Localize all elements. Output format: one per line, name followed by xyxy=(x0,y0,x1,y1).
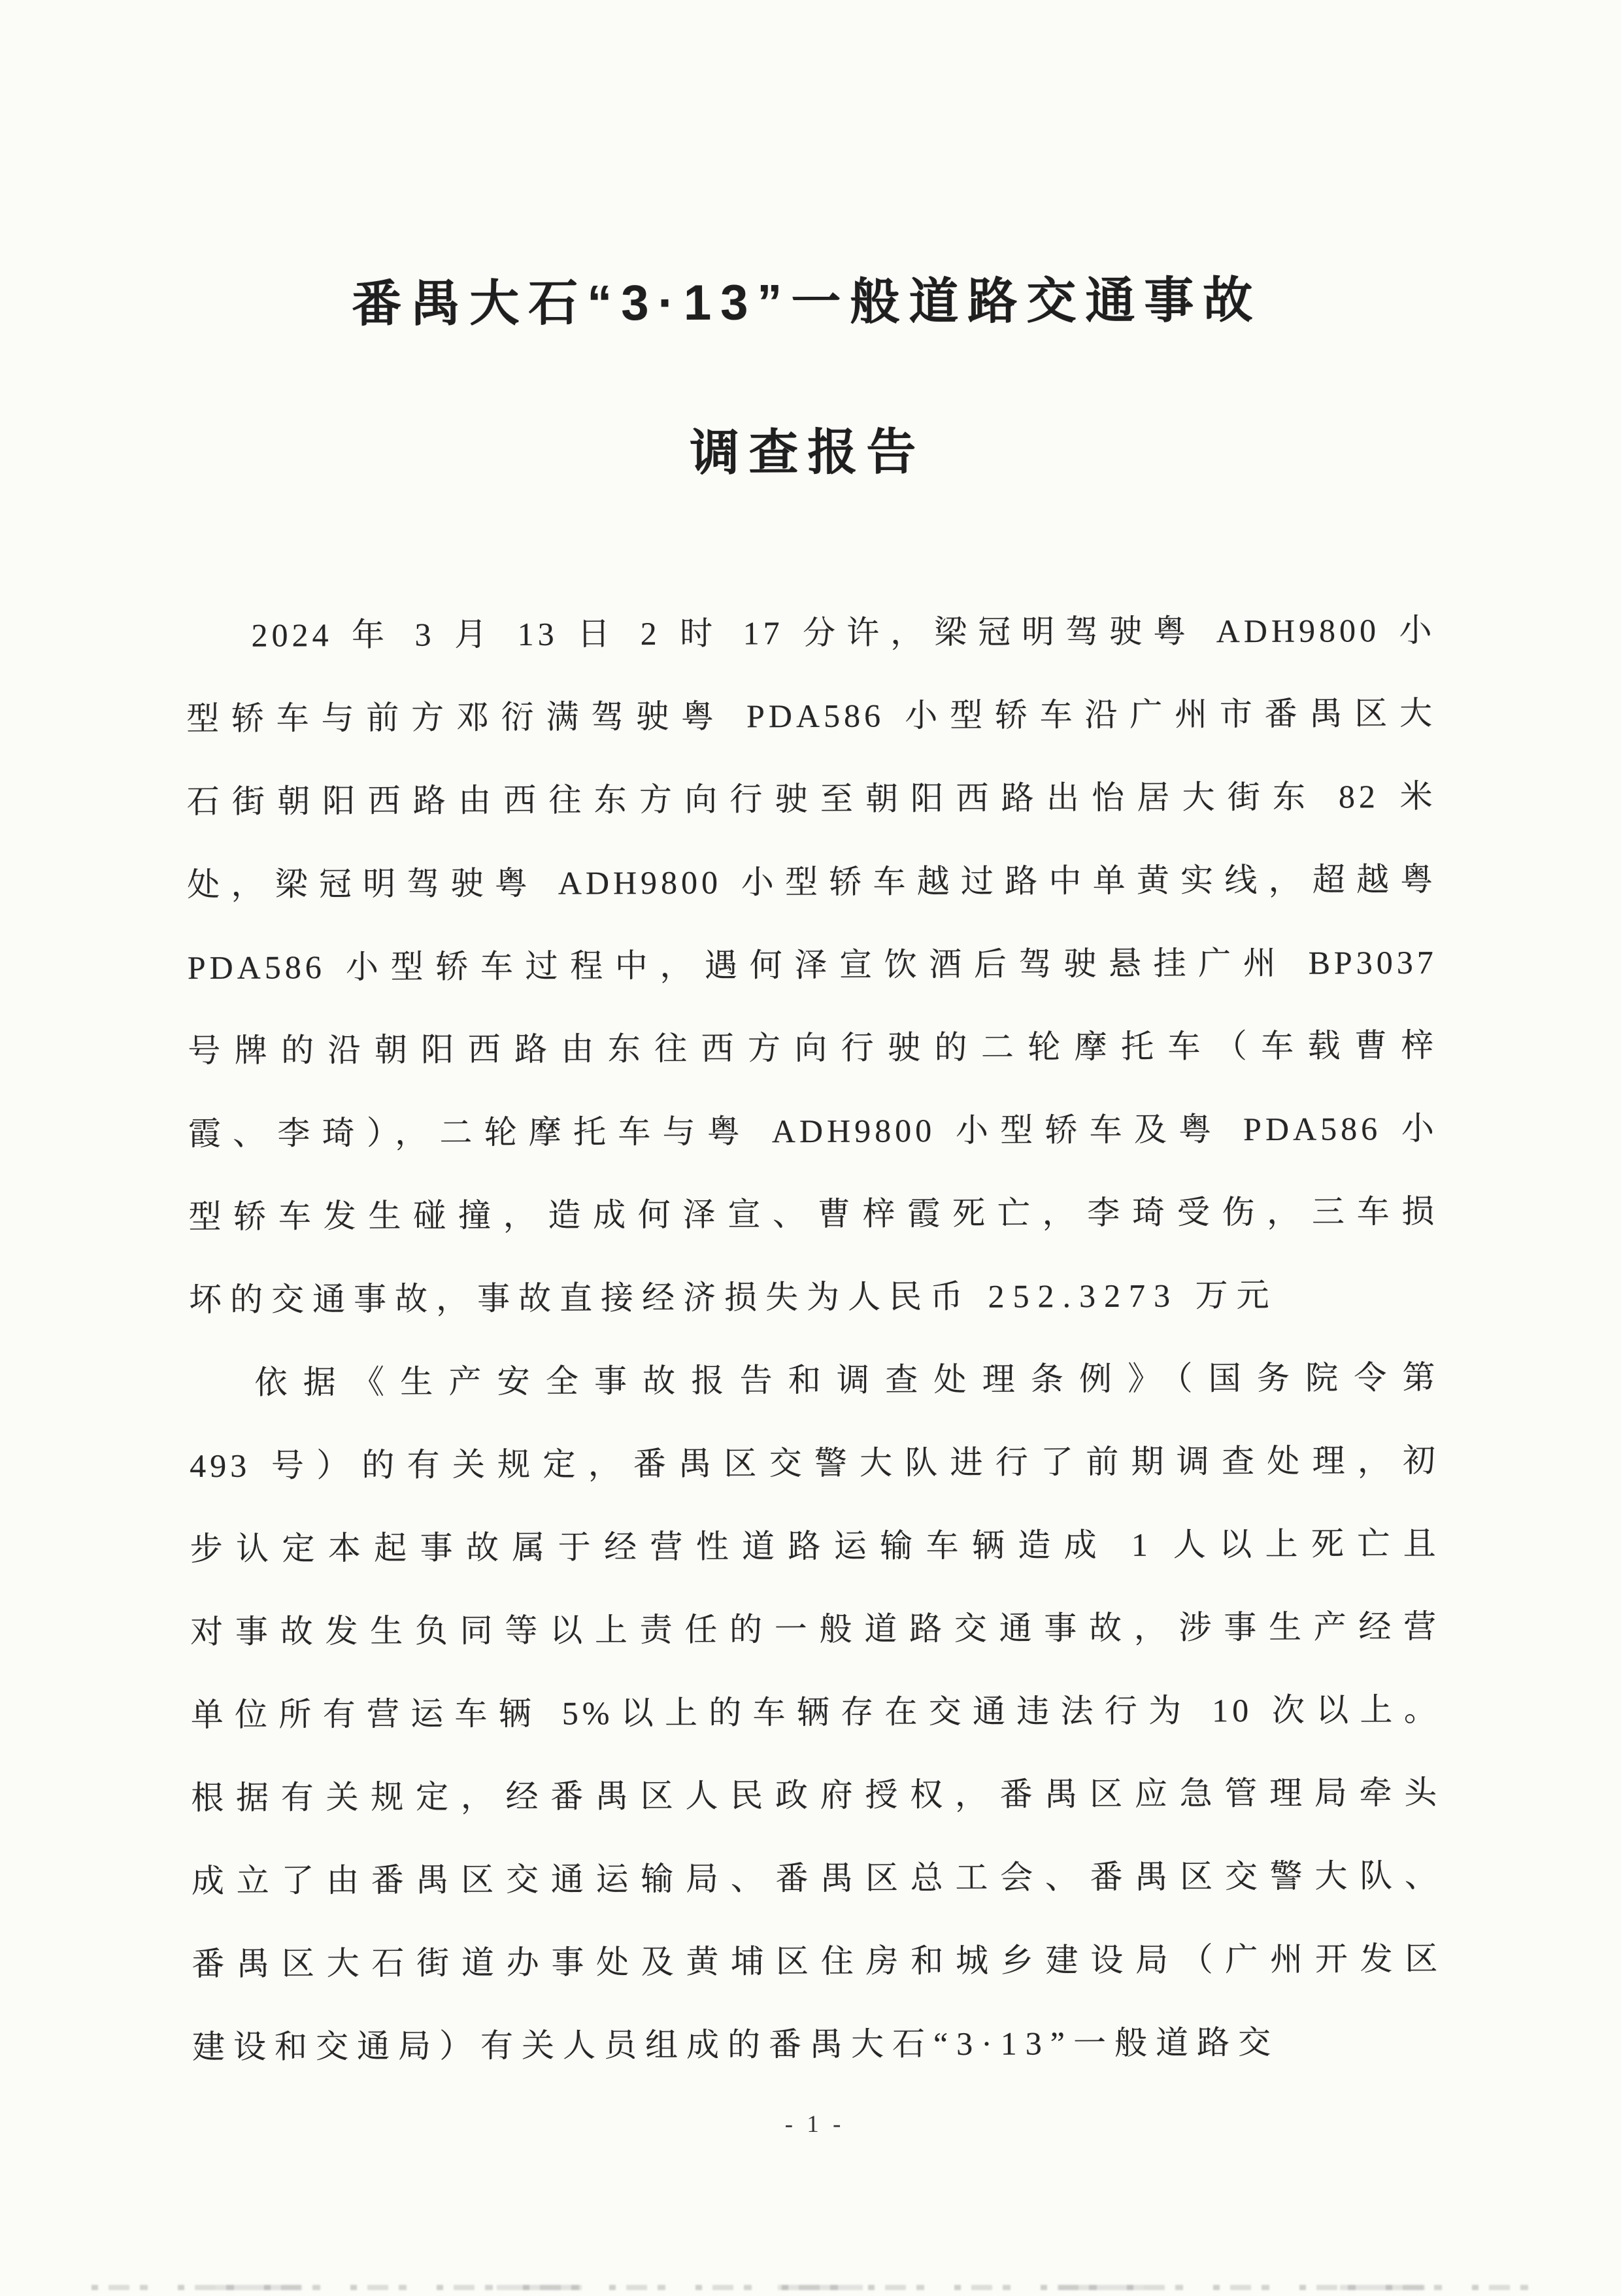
report-body xyxy=(186,589,1442,2089)
text-line: 处，梁冠明驾驶粤 ADH9800 小型轿车越过路中单黄实线，超越粤 xyxy=(187,860,1437,903)
text-line: 型轿车发生碰撞，造成何泽宣、曹梓霞死亡，李琦受伤，三车损 xyxy=(188,1192,1439,1236)
text-line: PDA586 小型轿车过程中，遇何泽宣饮酒后驾驶悬挂广州 BP3037 xyxy=(187,943,1437,987)
report-title-line1: 番禺大石“3·13”一般道路交通事故 xyxy=(352,272,1262,333)
text-line: 番禺区大石街道办事处及黄埔区住房和城乡建设局（广州开发区 xyxy=(192,1940,1442,1983)
text-line: 石街朝阳西路由西往东方向行驶至朝阳西路出怡居大街东 82 米 xyxy=(186,777,1437,820)
text-line: 霞、李琦），二轮摩托车与粤 ADH9800 小型轿车及粤 PDA586 小 xyxy=(188,1109,1439,1153)
text-line: 2024 年 3 月 13 日 2 时 17 分许，梁冠明驾驶粤 ADH9800 小 xyxy=(251,611,1436,654)
text-line: 493 号）的有关规定，番禺区交警大队进行了前期调查处理，初 xyxy=(190,1442,1440,1485)
report-title-line2: 调查报告 xyxy=(690,424,926,481)
text-line: 步认定本起事故属于经营性道路运输车辆造成 1 人以上死亡且 xyxy=(190,1525,1440,1568)
text-line: 根据有关规定，经番禺区人民政府授权，番禺区应急管理局牵头 xyxy=(191,1774,1441,1817)
text-line: 坏的交通事故，事故直接经济损失为人民币 252.3273 万元 xyxy=(188,1276,1278,1319)
text-line: 建设和交通局）有关人员组成的番禺大石“3·13”一般道路交 xyxy=(192,2023,1280,2066)
text-line: 对事故发生负同等以上责任的一般道路交通事故，涉事生产经营 xyxy=(190,1608,1441,1651)
page-number: - 1 - xyxy=(784,2110,845,2138)
text-line: 型轿车与前方邓衍满驾驶粤 PDA586 小型轿车沿广州市番禺区大 xyxy=(186,694,1437,737)
text-line: 成立了由番禺区交通运输局、番禺区总工会、番禺区交警大队、 xyxy=(191,1857,1441,1900)
text-line: 号牌的沿朝阳西路由东往西方向行驶的二轮摩托车（车载曹梓 xyxy=(188,1026,1438,1070)
text-line: 单位所有营运车辆 5%以上的车辆存在交通违法行为 10 次以上。 xyxy=(190,1691,1441,1734)
text-line: 依据《生产安全事故报告和调查处理条例》（国务院令第 xyxy=(254,1359,1439,1401)
scan-artifact-bottom-edge xyxy=(92,2285,1543,2290)
